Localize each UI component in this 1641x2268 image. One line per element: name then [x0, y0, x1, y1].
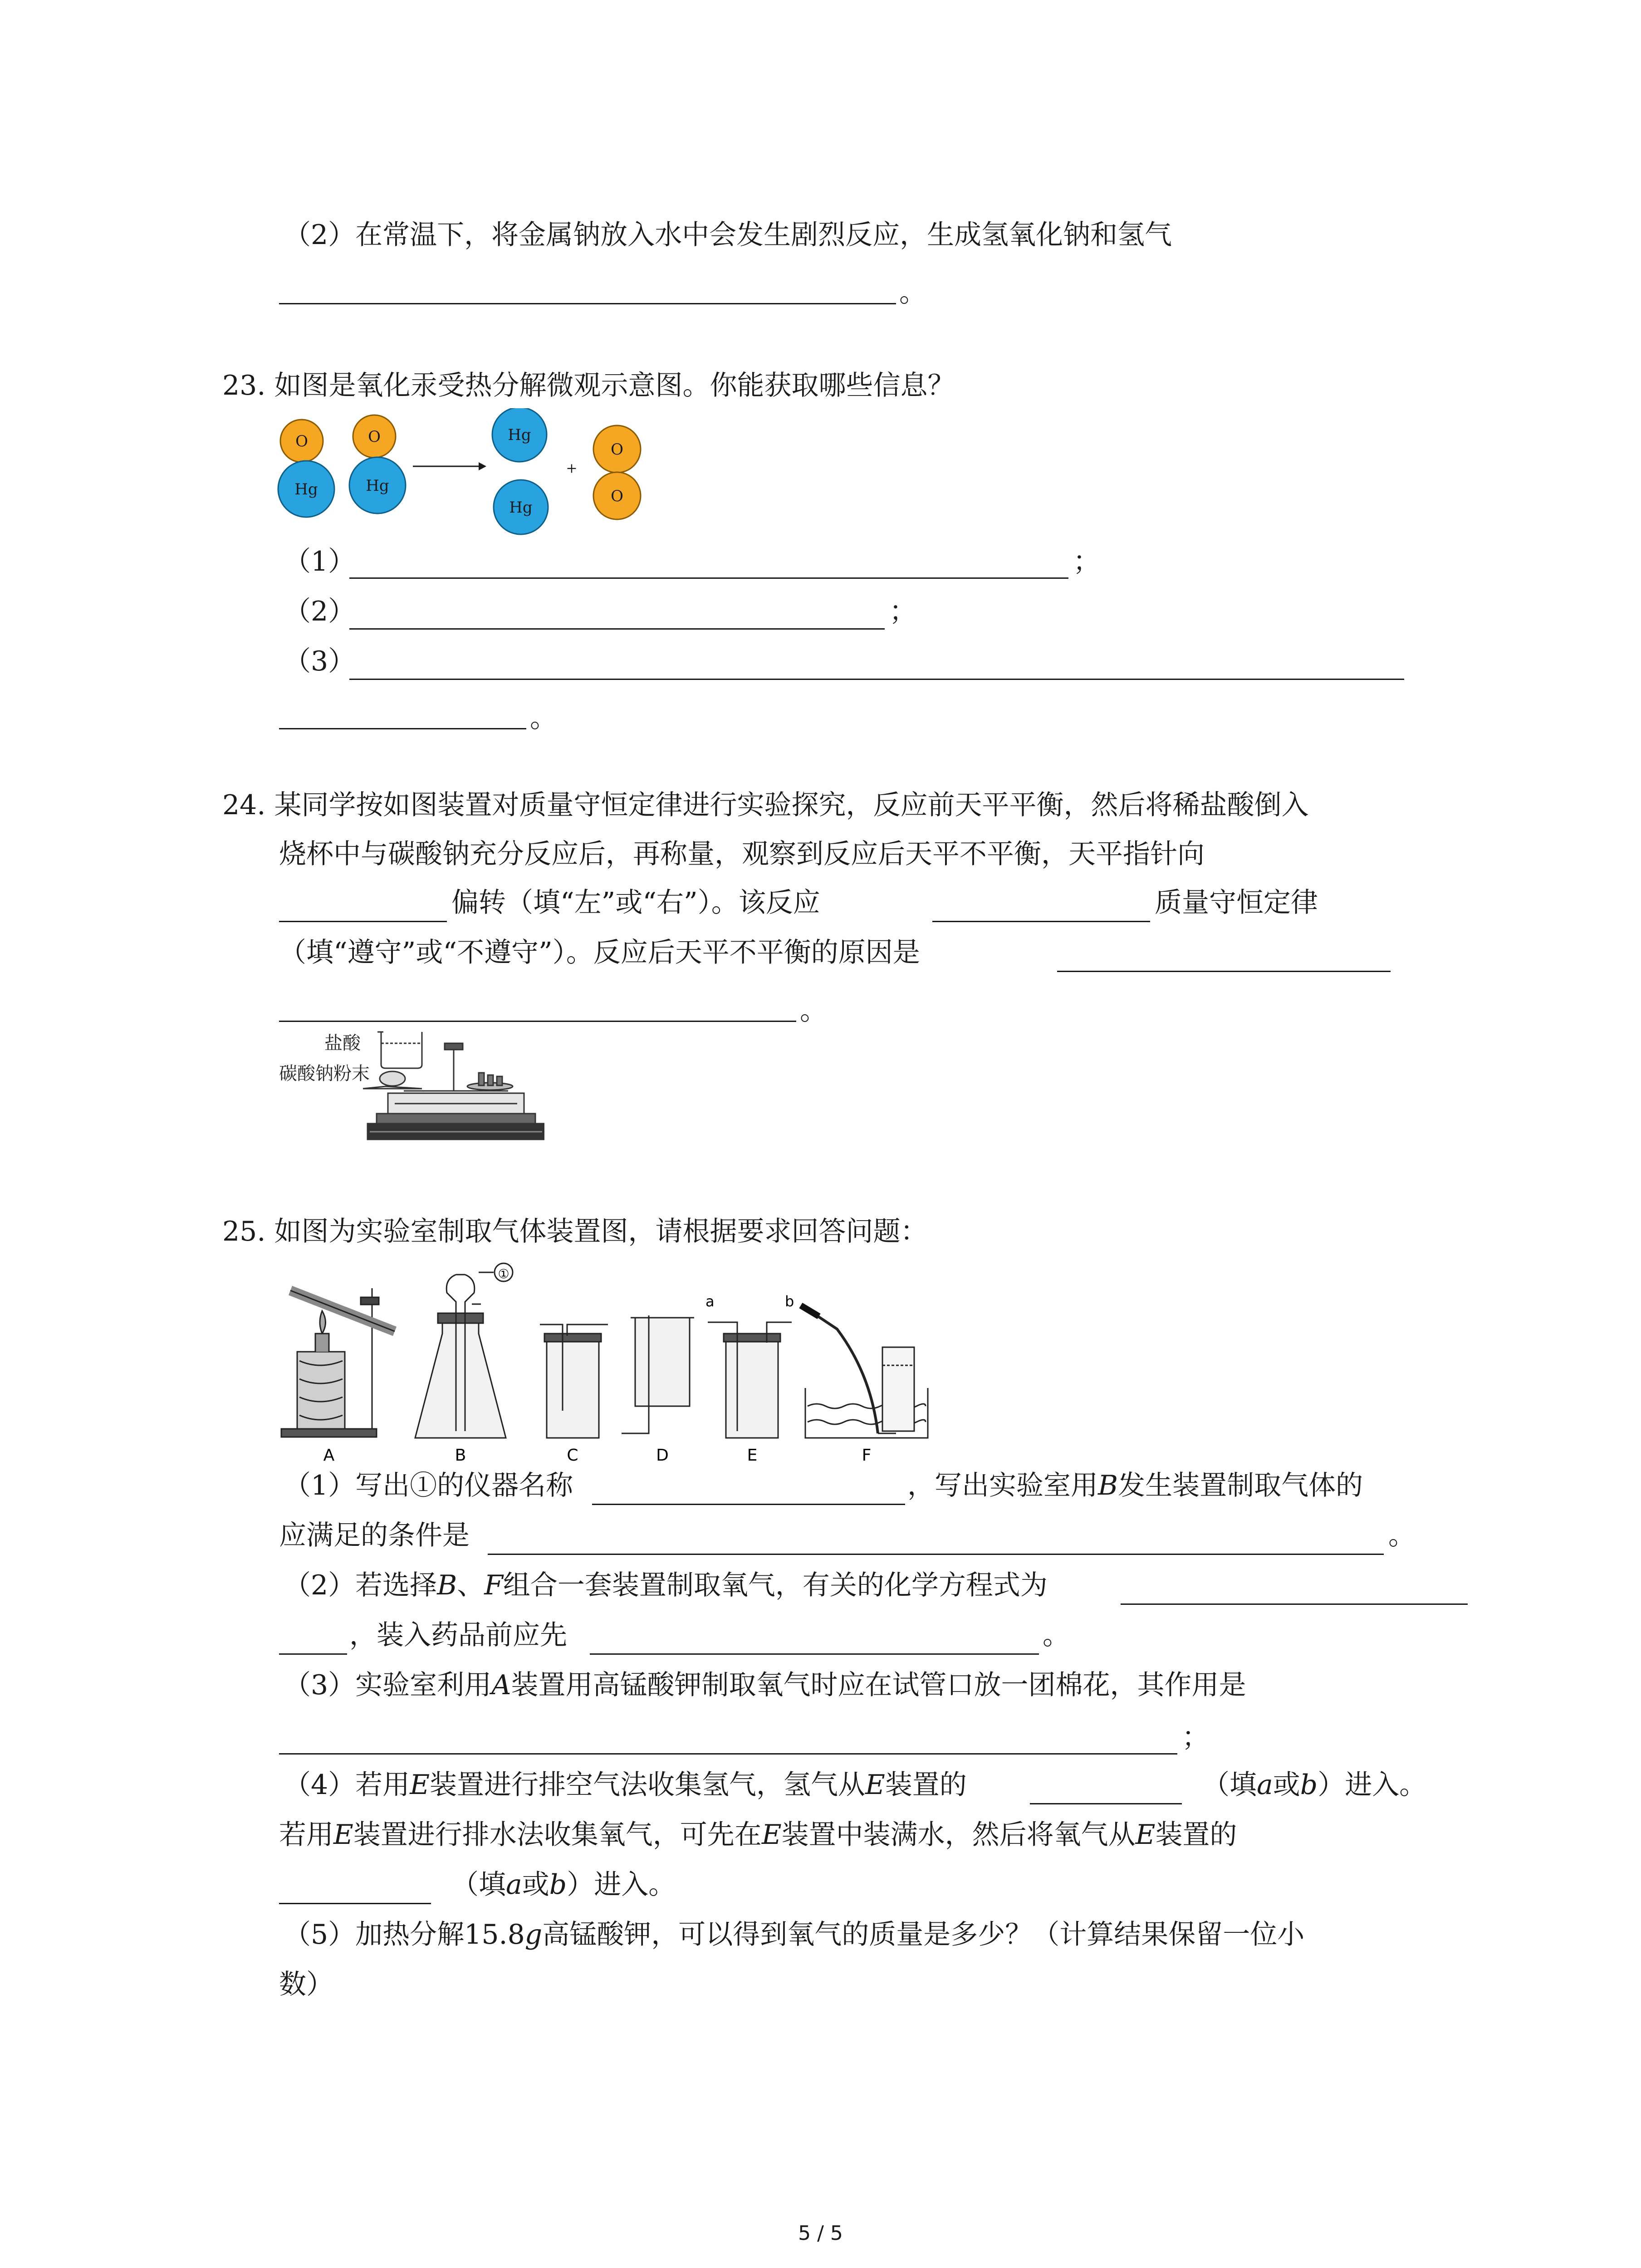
q24-reason-blank-cont[interactable] — [279, 1021, 796, 1022]
apparatus-label-f: F — [862, 1446, 872, 1465]
q24-direction-blank[interactable] — [279, 921, 447, 922]
q23-part3-label: （3） — [284, 645, 356, 677]
instrument-mark-1: ① — [498, 1266, 509, 1281]
q25-cotton-purpose-blank[interactable] — [279, 1753, 1177, 1755]
reactant-molecule-1 — [278, 420, 334, 517]
product-oxygen-molecule — [593, 425, 641, 519]
atom-label: O — [368, 428, 381, 446]
q25-condition-blank[interactable] — [488, 1554, 1384, 1555]
q23-part1-label: （1） — [284, 546, 356, 577]
balance-experiment-figure — [272, 1023, 544, 1152]
q23-part3-blank[interactable] — [349, 679, 1404, 680]
atom-label: Hg — [509, 499, 533, 517]
q25-part4a: （4）若用E装置进行排空气法收集氢气，氢气从E装置的 — [284, 1769, 967, 1801]
plus-sign: + — [566, 460, 578, 476]
atom-label: O — [295, 432, 308, 450]
label-hydrochloric-acid: 盐酸 — [324, 1033, 361, 1054]
q22-part2-text: （2）在常温下，将金属钠放入水中会发生剧烈反应，生成氢氧化钠和氢气 — [284, 219, 1172, 251]
q25-part4b: 若用E装置进行排水法收集氧气，可先在E装置中装满水，然后将氧气从E装置的 — [279, 1819, 1237, 1851]
q24-line3a: 偏转（填“左”或“右”）。该反应 — [451, 887, 820, 919]
page-number: 5 / 5 — [798, 2222, 843, 2245]
atom-label: Hg — [366, 477, 389, 495]
q25-equation-blank[interactable] — [1121, 1603, 1468, 1605]
q25-part4a-fill: （填a或b）进入。 — [1202, 1769, 1427, 1801]
product-mercury-atoms — [492, 408, 548, 534]
q25-part2b-end: 。 — [1043, 1619, 1070, 1651]
q25-part3b-end: ； — [1182, 1721, 1209, 1753]
atom-label: O — [611, 440, 623, 459]
atom-label: O — [611, 487, 623, 505]
port-a-label: a — [705, 1293, 715, 1310]
apparatus-d — [622, 1315, 694, 1433]
q23-part2-end: ； — [889, 596, 916, 627]
q25-part5b: 数） — [279, 1969, 333, 2000]
apparatus-label-b: B — [455, 1446, 466, 1465]
q25-part1b: ，写出实验室用B发生装置制取气体的 — [907, 1470, 1363, 1501]
q25-part5a: （5）加热分解15.8g高锰酸钾，可以得到氧气的质量是多少？（计算结果保留一位小 — [284, 1919, 1305, 1950]
beaker-with-acid — [377, 1032, 422, 1068]
q25-instrument-name-blank[interactable] — [592, 1504, 905, 1505]
q25-stem: 25. 如图为实验室制取气体装置图，请根据要求回答问题： — [222, 1216, 928, 1247]
q25-hydrogen-port-blank[interactable] — [1030, 1803, 1182, 1804]
q22-period: 。 — [899, 277, 926, 308]
apparatus-e — [708, 1322, 792, 1438]
q22-answer-blank[interactable] — [279, 303, 896, 304]
gas-preparation-apparatus-figure — [272, 1256, 953, 1465]
q23-part2-blank[interactable] — [349, 628, 885, 630]
q25-oxygen-port-blank[interactable] — [279, 1903, 431, 1904]
q23-part3-blank-cont[interactable] — [279, 728, 526, 729]
q24-line1: 24. 某同学按如图装置对质量守恒定律进行实验探究，反应前天平平衡，然后将稀盐酸倒入 — [222, 789, 1309, 821]
q24-period: 。 — [800, 995, 827, 1026]
atom-label: Hg — [508, 426, 531, 444]
mercury-oxide-decomposition-figure — [272, 408, 658, 535]
q25-equation-blank-cont[interactable] — [279, 1653, 347, 1655]
q24-line2: 烧杯中与碳酸钠充分反应后，再称量，观察到反应后天平不平衡，天平指针向 — [279, 838, 1205, 870]
apparatus-b — [415, 1263, 513, 1438]
q24-obey-blank[interactable] — [932, 921, 1150, 922]
reactant-molecule-2 — [349, 415, 406, 513]
apparatus-f — [801, 1305, 928, 1438]
q25-part1c-end: 。 — [1388, 1520, 1416, 1551]
apparatus-label-e: E — [747, 1446, 758, 1465]
balance — [367, 1043, 544, 1139]
q25-part1c: 应满足的条件是 — [279, 1520, 470, 1551]
q25-part2b: ，装入药品前应先 — [349, 1619, 567, 1651]
apparatus-label-c: C — [567, 1446, 578, 1465]
apparatus-c — [540, 1325, 608, 1438]
q24-reason-blank[interactable] — [1057, 971, 1391, 972]
q23-stem: 23. 如图是氧化汞受热分解微观示意图。你能获取哪些信息？ — [222, 370, 955, 401]
label-sodium-carbonate-powder: 碳酸钠粉末 — [279, 1063, 370, 1084]
q23-part1-end: ； — [1073, 546, 1100, 577]
q25-part1a: （1）写出①的仪器名称 — [284, 1470, 573, 1501]
apparatus-label-d: D — [656, 1446, 669, 1465]
q24-line4: （填“遵守”或“不遵守”）。反应后天平不平衡的原因是 — [279, 937, 920, 968]
q25-part4c-fill: （填a或b）进入。 — [451, 1869, 676, 1901]
apparatus-label-a: A — [323, 1446, 335, 1465]
q25-part3a: （3）实验室利用A装置用高锰酸钾制取氧气时应在试管口放一团棉花，其作用是 — [284, 1669, 1246, 1701]
q24-line3b: 质量守恒定律 — [1155, 887, 1318, 919]
q25-part2a: （2）若选择B、F组合一套装置制取氧气，有关的化学方程式为 — [284, 1569, 1048, 1601]
port-b-label: b — [785, 1293, 794, 1310]
flask-left-pan — [363, 1071, 422, 1089]
q23-part2-label: （2） — [284, 596, 356, 627]
atom-label: Hg — [294, 480, 318, 499]
q25-precheck-blank[interactable] — [590, 1653, 1039, 1655]
q23-part1-blank[interactable] — [349, 577, 1068, 579]
reaction-arrow — [413, 462, 486, 470]
apparatus-a — [281, 1288, 395, 1437]
q23-part3-end: 。 — [530, 702, 557, 734]
